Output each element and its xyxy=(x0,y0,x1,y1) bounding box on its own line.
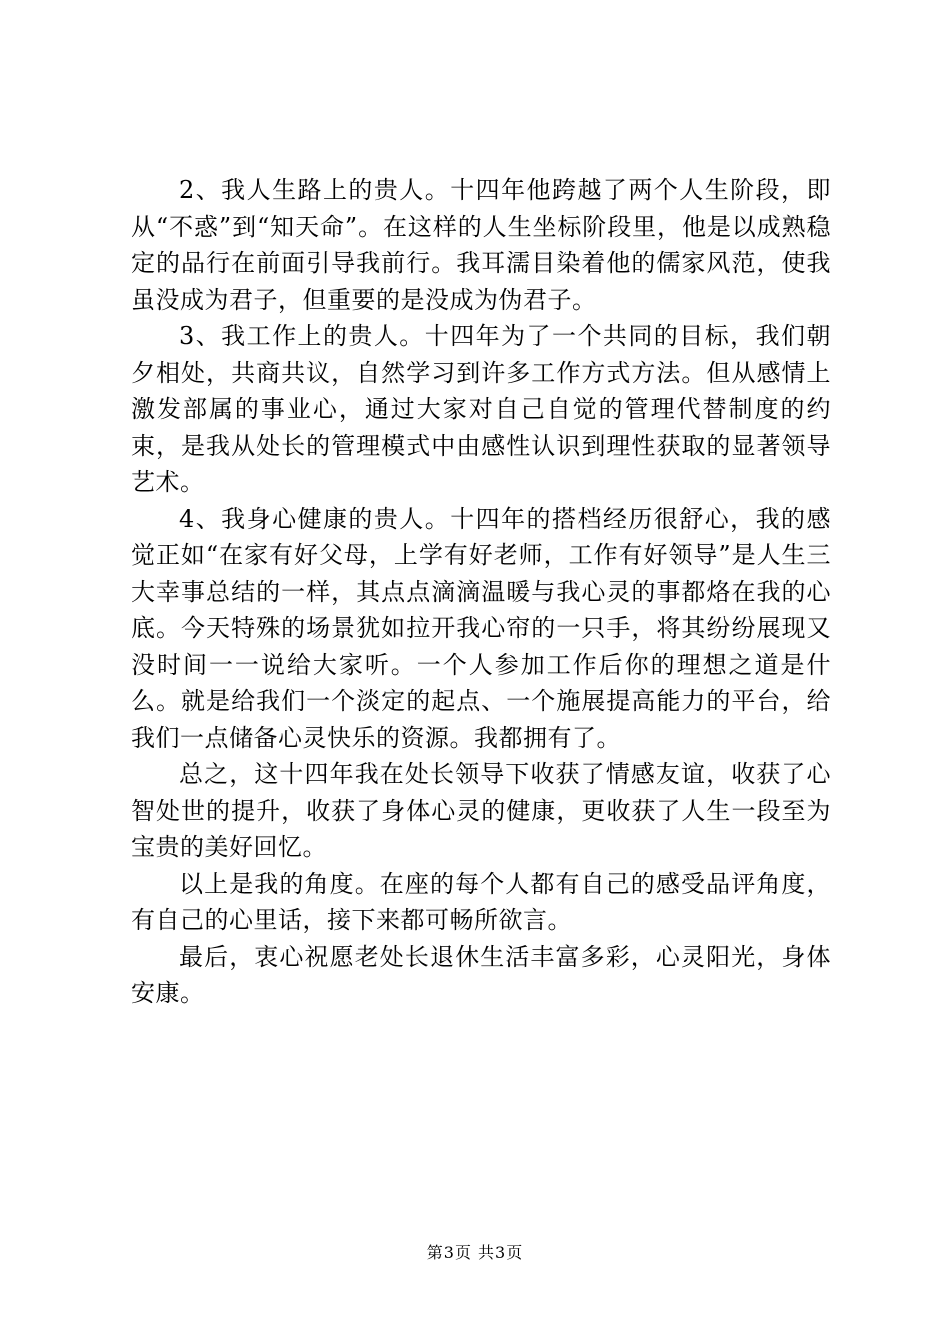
document-body xyxy=(131,172,831,1012)
paragraph-summary: 总之，这十四年我在处长领导下收获了情感友谊，收获了心智处世的提升，收获了身体心灵的健康，更收获了人生一段至为宝贵的美好回忆。 xyxy=(131,760,831,861)
page-number-footer: 第3页 共3页 xyxy=(426,1243,524,1262)
paragraph-closing: 最后，衷心祝愿老处长退休生活丰富多彩，心灵阳光，身体安康。 xyxy=(131,942,831,1007)
paragraph-3: 3、我工作上的贵人。十四年为了一个共同的目标，我们朝夕相处，共商共议，自然学习到许多工作方式方法。但从感情上激发部属的事业心，通过大家对自己自觉的管理代替制度的约束，是我从处长的管理模式中由感性认识到理性获取的显著领导艺术。 xyxy=(131,322,831,496)
paragraph-perspective: 以上是我的角度。在座的每个人都有自己的感受品评角度，有自己的心里话，接下来都可畅所欲言。 xyxy=(131,869,831,934)
paragraph-2: 2、我人生路上的贵人。十四年他跨越了两个人生阶段，即从“不惑”到“知天命”。在这样的人生坐标阶段里，他是以成熟稳定的品行在前面引导我前行。我耳濡目染着他的儒家风范，使我虽没成为君子，但重要的是没成为伪君子。 xyxy=(131,176,831,314)
paragraph-4: 4、我身心健康的贵人。十四年的搭档经历很舒心，我的感觉正如“在家有好父母，上学有好老师，工作有好领导”是人生三大幸事总结的一样，其点点滴滴温暖与我心灵的事都烙在我的心底。今天特殊的场景犹如拉开我心帘的一只手，将其纷纷展现又没时间一一说给大家听。一个人参加工作后你的理想之道是什么。就是给我们一个淡定的起点、一个施展提高能力的平台，给我们一点储备心灵快乐的资源。我都拥有了。 xyxy=(131,504,831,752)
